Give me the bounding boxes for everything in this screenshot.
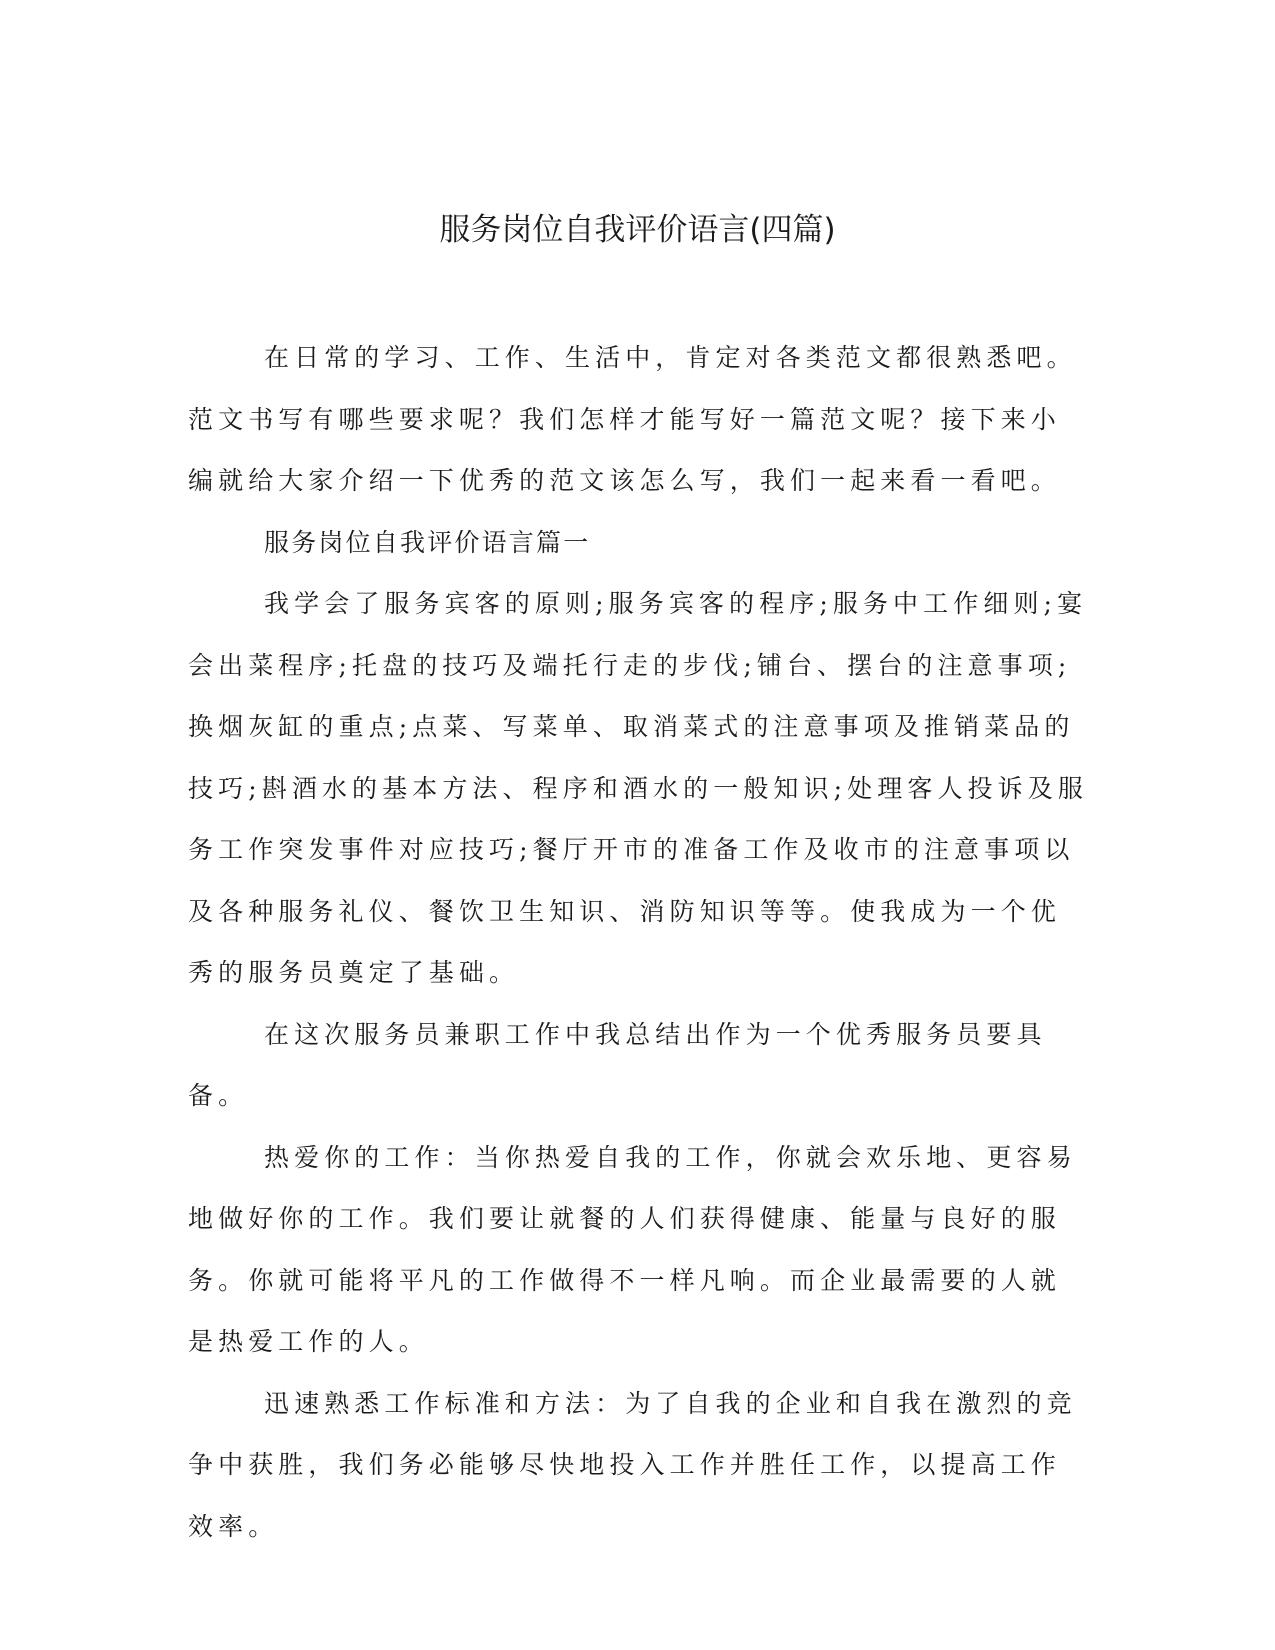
document-title: 服务岗位自我评价语言(四篇) bbox=[439, 212, 836, 248]
body-paragraph: 我学会了服务宾客的原则;服务宾客的程序;服务中工作细则;宴会出菜程序;托盘的技巧及端托行走的步伐;铺台、摆台的注意事项;换烟灰缸的重点;点菜、写菜单、取消菜式的注意事项及推销菜品的技巧;斟酒水的基本方法、程序和酒水的一般知识;处理客人投诉及服务工作突发事件对应技巧;餐厅开市的准备工作及收市的注意事项以及各种服务礼仪、餐饮卫生知识、消防知识等等。使我成为一个优秀的服务员奠定了基础。 bbox=[188, 589, 1088, 987]
intro-paragraph: 在日常的学习、工作、生活中，肯定对各类范文都很熟悉吧。范文书写有哪些要求呢？我们怎样才能写好一篇范文呢？接下来小编就给大家介绍一下优秀的范文该怎么写，我们一起来看一看吧。 bbox=[188, 343, 1077, 495]
section-heading: 服务岗位自我评价语言篇一 bbox=[264, 527, 591, 557]
document-body bbox=[188, 327, 1088, 1557]
body-paragraph: 在这次服务员兼职工作中我总结出作为一个优秀服务员要具备。 bbox=[188, 1019, 1047, 1110]
body-paragraph: 迅速熟悉工作标准和方法：为了自我的企业和自我在激烈的竞争中获胜，我们务必能够尽快地投入工作并胜任工作，以提高工作效率。 bbox=[188, 1388, 1077, 1541]
body-paragraph: 热爱你的工作：当你热爱自我的工作，你就会欢乐地、更容易地做好你的工作。我们要让就餐的人们获得健康、能量与良好的服务。你就可能将平凡的工作做得不一样凡响。而企业最需要的人就是热爱工作的人。 bbox=[188, 1142, 1077, 1356]
